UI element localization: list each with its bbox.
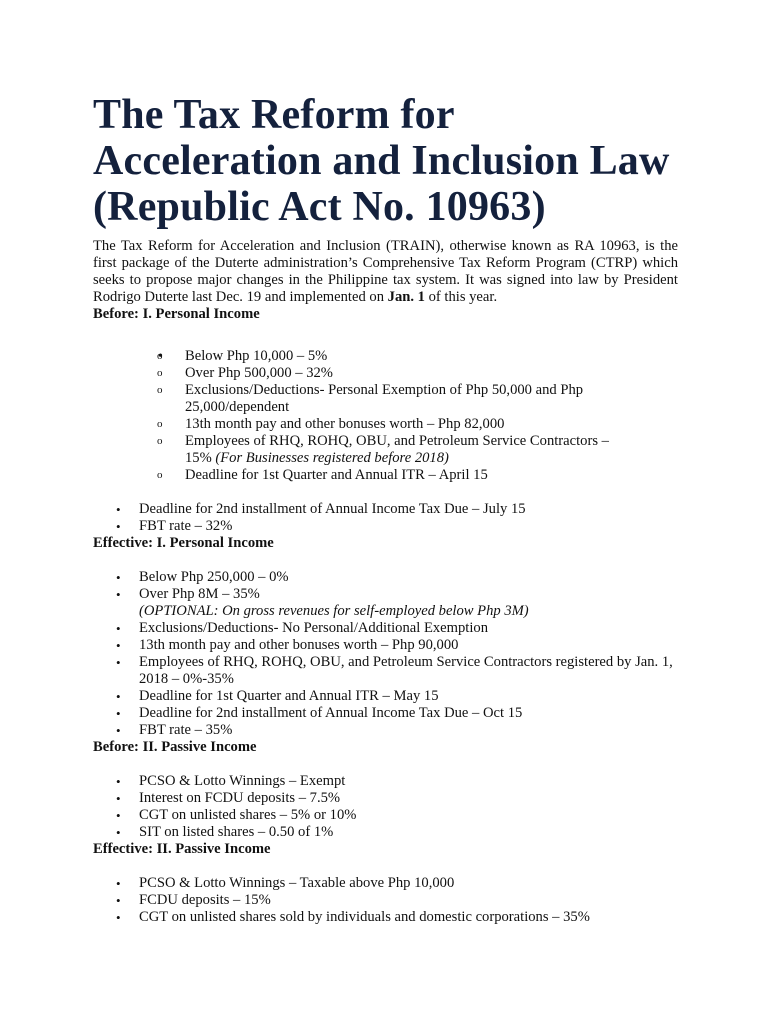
- document-title: The Tax Reform for Acceleration and Inclusion Law (Republic Act No. 10963): [93, 92, 670, 230]
- list-item: • PCSO & Lotto Winnings – Taxable above Php 10,000: [139, 875, 679, 892]
- before-personal-heading: Before: I. Personal Income: [93, 306, 260, 322]
- list-item-note: 15%: [185, 450, 216, 466]
- list-item: • Deadline for 2nd installment of Annual Income Tax Due – July 15: [139, 501, 679, 518]
- before-passive-heading: Before: II. Passive Income: [93, 739, 257, 755]
- list-item: • PCSO & Lotto Winnings – Exempt: [139, 773, 679, 790]
- effective-personal-list: [139, 569, 679, 739]
- list-item: • FBT rate – 35%: [139, 722, 679, 739]
- list-item: • Employees of RHQ, ROHQ, OBU, and Petroleum Service Contractors registered by Jan. 1, 2018 – 0%-35%: [139, 654, 679, 688]
- list-item-text: Over Php 8M – 35%: [139, 586, 260, 602]
- before-personal-sublist: [185, 348, 655, 484]
- list-item: • SIT on listed shares – 0.50 of 1%: [139, 824, 679, 841]
- list-item: o 13th month pay and other bonuses worth – Php 82,000: [185, 416, 655, 433]
- list-item: • Interest on FCDU deposits – 7.5%: [139, 790, 679, 807]
- list-item: • Deadline for 2nd installment of Annual Income Tax Due – Oct 15: [139, 705, 679, 722]
- list-item: • FCDU deposits – 15%: [139, 892, 679, 909]
- list-item: • FBT rate – 32%: [139, 518, 679, 535]
- effective-passive-list: [139, 875, 679, 926]
- intro-text: The Tax Reform for Acceleration and Inclusion (TRAIN), otherwise known as RA 10963, is the first package of the Duterte administration’s Comprehensive Tax Reform Program (CTRP) which seeks to propose major changes in the Philippine tax system. It was signed into law by President Rodrigo Duterte last Dec. 19 and implemented on: [93, 238, 678, 305]
- effective-personal-heading: Effective: I. Personal Income: [93, 535, 274, 551]
- list-item: • 13th month pay and other bonuses worth – Php 90,000: [139, 637, 679, 654]
- list-item: • CGT on unlisted shares – 5% or 10%: [139, 807, 679, 824]
- list-item: o Exclusions/Deductions- Personal Exemption of Php 50,000 and Php 25,000/dependent: [185, 382, 655, 416]
- list-item: [139, 586, 679, 620]
- before-personal-list: [139, 501, 679, 535]
- list-item: • Deadline for 1st Quarter and Annual ITR – May 15: [139, 688, 679, 705]
- effective-passive-heading: Effective: II. Passive Income: [93, 841, 271, 857]
- before-passive-list: [139, 773, 679, 841]
- list-item: o Deadline for 1st Quarter and Annual ITR – April 15: [185, 467, 655, 484]
- list-item: [185, 433, 655, 467]
- intro-paragraph: [93, 238, 678, 306]
- list-item: o Below Php 10,000 – 5%: [185, 348, 655, 365]
- intro-bold-date: Jan. 1: [387, 289, 425, 305]
- list-item-note-italic: (OPTIONAL: On gross revenues for self-employed below Php 3M): [139, 603, 529, 619]
- document-page: [93, 92, 678, 926]
- list-item: o Over Php 500,000 – 32%: [185, 365, 655, 382]
- list-item-text: Employees of RHQ, ROHQ, OBU, and Petroleum Service Contractors –: [185, 433, 609, 449]
- list-item-note-italic: (For Businesses registered before 2018): [215, 450, 449, 466]
- list-item: • CGT on unlisted shares sold by individuals and domestic corporations – 35%: [139, 909, 679, 926]
- list-item: • Below Php 250,000 – 0%: [139, 569, 679, 586]
- intro-text-end: of this year.: [424, 289, 498, 305]
- list-item: • Exclusions/Deductions- No Personal/Additional Exemption: [139, 620, 679, 637]
